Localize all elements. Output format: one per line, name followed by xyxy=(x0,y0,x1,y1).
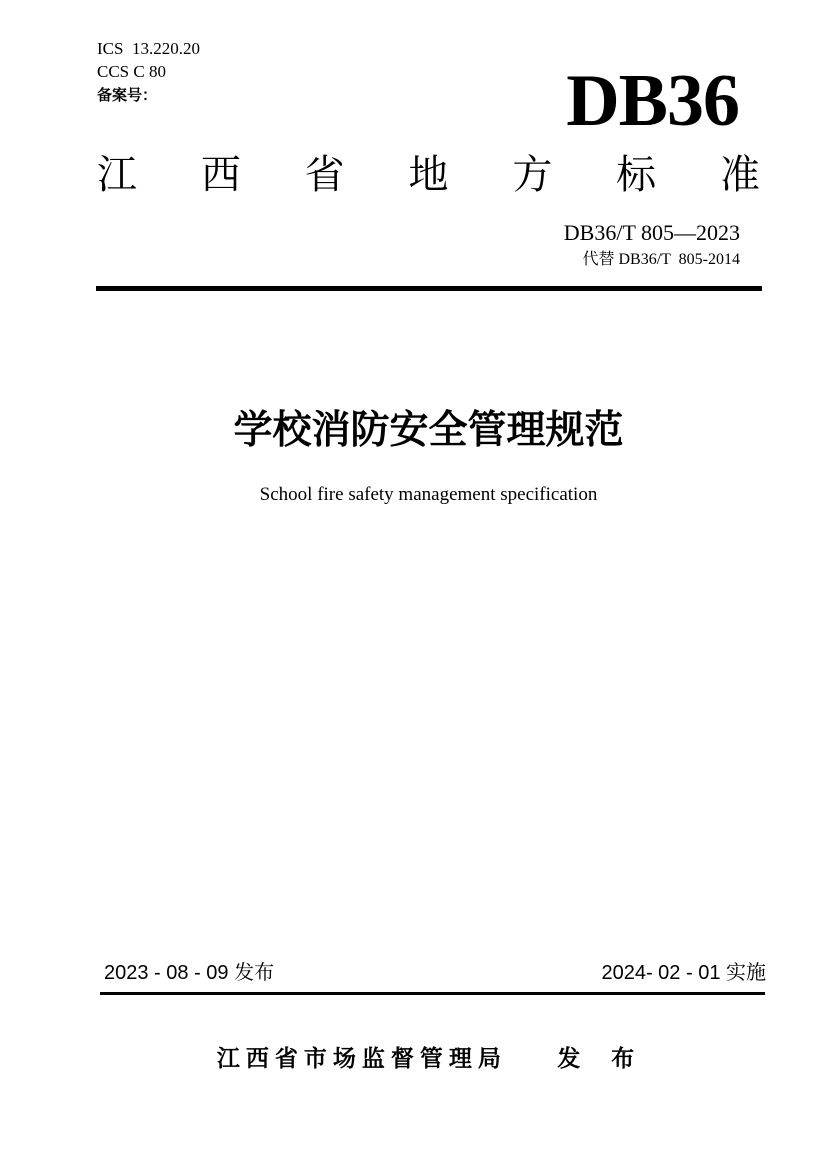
issue-date: 2023 - 08 - 09 发布 xyxy=(104,962,275,984)
footer-rule xyxy=(100,992,765,995)
standard-type-char: 省 xyxy=(304,153,345,197)
standard-type-char: 江 xyxy=(97,153,137,197)
db36-logo: DB36 xyxy=(566,60,739,142)
publisher-row xyxy=(97,1043,760,1073)
standard-type-char: 西 xyxy=(200,153,241,197)
standard-type-char: 标 xyxy=(616,153,657,197)
standard-type-char: 方 xyxy=(512,153,553,197)
publisher-name: 江西省市场监督管理局 xyxy=(216,1045,507,1071)
document-title-en: School fire safety management specification xyxy=(259,484,598,505)
publish-word: 发 布 xyxy=(557,1045,641,1071)
replaces-note: 代替 DB36/T 805-2014 xyxy=(582,251,740,268)
standard-type-char: 准 xyxy=(719,153,760,197)
document-title-cn: 学校消防安全管理规范 xyxy=(233,409,624,452)
ccs-code: CCS C 80 xyxy=(97,62,166,81)
standard-number-block xyxy=(564,220,740,270)
date-row xyxy=(104,959,766,987)
meta-top-block xyxy=(97,37,200,107)
ics-code: ICS 13.220.20 xyxy=(97,39,200,58)
implement-date: 2024- 02 - 01 实施 xyxy=(601,962,766,984)
record-number-label: 备案号： xyxy=(97,87,158,104)
header-rule xyxy=(96,286,762,291)
standard-type-title xyxy=(97,152,760,198)
standard-type-char: 地 xyxy=(408,153,449,197)
standard-number: DB36/T 805—2023 xyxy=(563,220,740,245)
